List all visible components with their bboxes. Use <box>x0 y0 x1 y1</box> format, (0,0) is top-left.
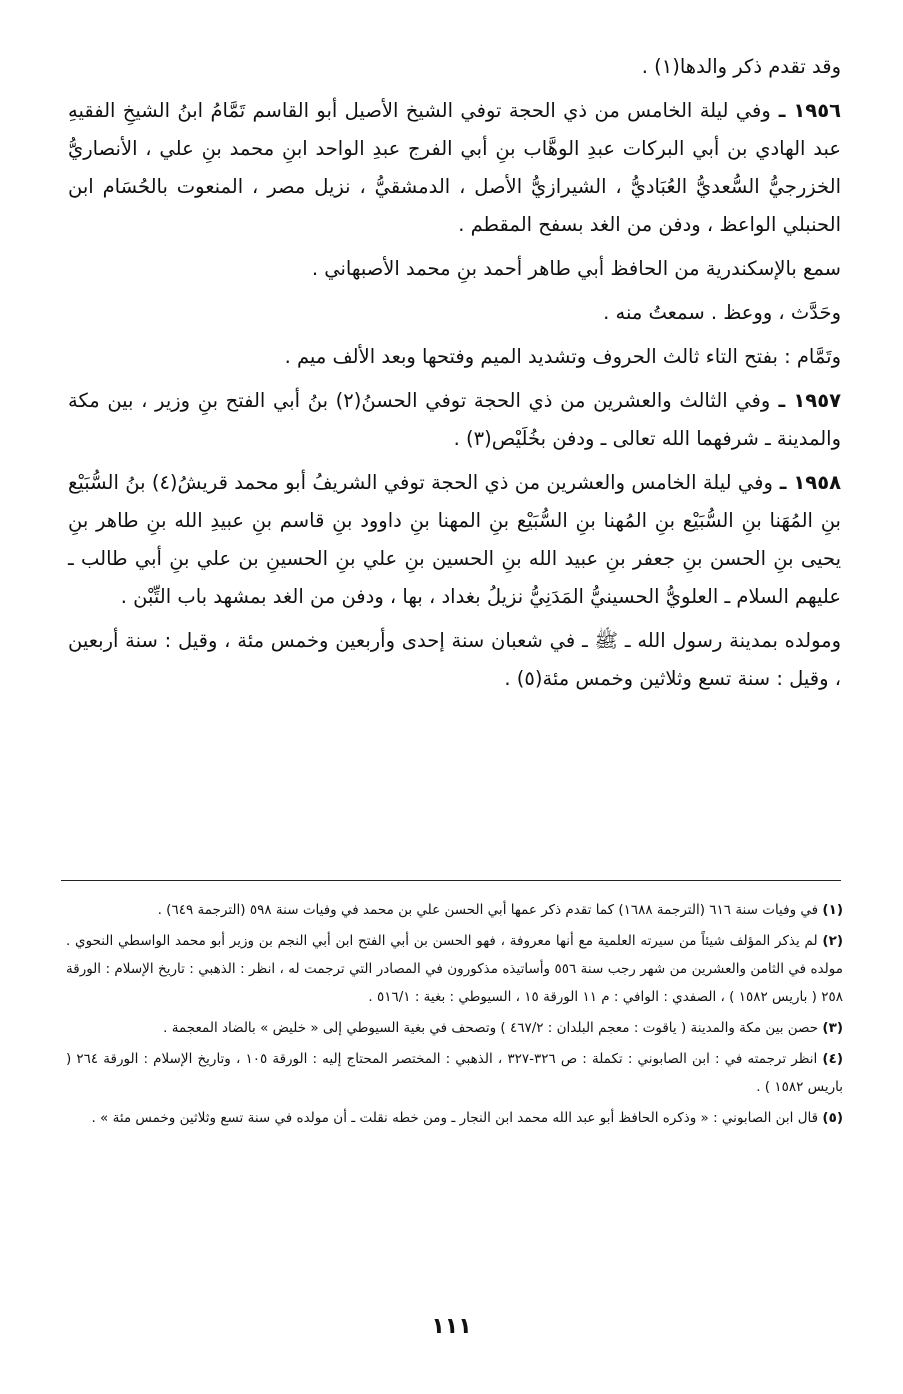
paragraph-4 <box>68 294 841 332</box>
paragraph-6 <box>68 382 841 458</box>
paragraph-text: وحَدَّث ، ووعظ . سمعتُ منه . <box>603 301 841 324</box>
footnote-text: حصن بين مكة والمدينة ( ياقوت : معجم البلدان : ٤٦٧/٢ ) وتصحف في بغية السيوطي إلى « خليض » بالضاد المعجمة . <box>163 1020 819 1036</box>
footnote-number: (٤) <box>822 1051 844 1067</box>
footnote-text: قال ابن الصابوني : « وذكره الحافظ أبو عبد الله محمد ابن النجار ـ ومن خطه نقلت ـ أن مولده في سنة تسع وثلاثين وخمس مئة » . <box>91 1110 819 1126</box>
paragraph-8 <box>68 622 841 698</box>
paragraph-text: وفي ليلة الخامس من ذي الحجة توفي الشيخ الأصيل أبو القاسم تَمَّامُ ابنُ الشيخِ الفقيهِ عبد الهادي بن أبي البركات عبدِ الوهَّاب بنِ أبي الفرج عبدِ الواحد ابنِ محمد بنِ علي ، الأنصاريُّ الخزرجيُّ السُّعديُّ العُبَاديُّ ، الشيرازيُّ الأصل ، الدمشقيُّ ، نزيل مصر ، المنعوت بالحُسَام ابن الحنبلي الواعظ ، ودفن من الغد بسفح المقطم . <box>68 99 841 236</box>
entry-number: ١٩٥٨ ـ <box>772 471 841 494</box>
footnote <box>66 896 843 924</box>
paragraph-text: وفي ليلة الخامس والعشرين من ذي الحجة توفي الشريفُ أبو محمد قريشُ(٤) بنُ السُّبَيْع بنِ المُهَنا بنِ السُّبَيْع بنِ المُهنا بنِ السُّبَيْع بنِ المهنا بنِ داوود بنِ قاسم بنِ عبيدِ الله بنِ طاهر بنِ يحيى بنِ الحسن بنِ جعفر بنِ عبيد الله بنِ الحسين بنِ علي بنِ الحسينِ بن علي بنِ أبي طالب ـ عليهم السلام ـ العلويُّ الحسينيُّ المَدَنِيُّ نزيلُ بغداد ، بها ، ودفن من الغد بمشهد باب التِّبْن . <box>68 471 841 608</box>
footnote-text: في وفيات سنة ٦١٦ (الترجمة ١٦٨٨) كما تقدم ذكر عمها أبي الحسن علي بن محمد في وفيات سنة ٥٩٨ (الترجمة ٦٤٩) . <box>157 902 819 918</box>
paragraph-text: وقد تقدم ذكر والدها(١) . <box>641 55 841 78</box>
footnote <box>66 927 843 1011</box>
paragraph-text: سمع بالإسكندرية من الحافظ أبي طاهر أحمد بنِ محمد الأصبهاني . <box>311 257 841 280</box>
paragraph-text: وتَمَّام : بفتح التاء ثالث الحروف وتشديد الميم وفتحها وبعد الألف ميم . <box>284 345 841 368</box>
paragraph-3 <box>68 250 841 288</box>
paragraph-2 <box>68 92 841 244</box>
main-text <box>68 48 841 704</box>
footnote-number: (٢) <box>822 933 843 949</box>
paragraph-5 <box>68 338 841 376</box>
page-number: ١١١ <box>431 1314 472 1339</box>
footnote-text: لم يذكر المؤلف شيئاً من سيرته العلمية مع أنها معروفة ، فهو الحسن بن أبي الفتح ابن أبي النجم بن وزير أبو محمد الواسطي النحوي . مولده في الثامن والعشرين من شهر رجب سنة ٥٥٦ وأساتيذه مذكورون في المصادر التي ترجمت له ، انظر : الذهبي : تاريخ الإسلام : الورقة ٢٥٨ ( باريس ١٥٨٢ ) ، الصفدي : الوافي : م ١١ الورقة ١٥ ، السيوطي : بغية : ٥١٦/١ . <box>66 933 843 1005</box>
footnotes <box>66 896 843 1135</box>
paragraph-7 <box>68 464 841 616</box>
footnote-number: (٣) <box>822 1020 843 1036</box>
footnote-number: (٥) <box>822 1110 843 1126</box>
entry-number: ١٩٥٧ ـ <box>770 389 841 412</box>
footnote <box>66 1045 843 1101</box>
footnote-text: انظر ترجمته في : ابن الصابوني : تكملة : ص ٣٢٦-٣٢٧ ، الذهبي : المختصر المحتاج إليه : الورقة ١٠٥ ، وتاريخ الإسلام : الورقة ٢٦٤ ( باريس ١٥٨٢ ) . <box>66 1051 843 1095</box>
footnote <box>66 1104 843 1132</box>
paragraph-text: ومولده بمدينة رسول الله ـ ﷺ ـ في شعبان سنة إحدى وأربعين وخمس مئة ، وقيل : سنة أربعين ، وقيل : سنة تسع وثلاثين وخمس مئة(٥) . <box>68 629 841 690</box>
footnote-divider <box>61 880 841 881</box>
footnote-number: (١) <box>822 902 843 918</box>
paragraph-1 <box>68 48 841 86</box>
entry-number: ١٩٥٦ ـ <box>770 99 842 122</box>
footnote <box>66 1014 843 1042</box>
paragraph-text: وفي الثالث والعشرين من ذي الحجة توفي الحسنُ(٢) بنُ أبي الفتح بنِ وزير ، بين مكة والمدينة ـ شرفهما الله تعالى ـ ودفن بخُلَيْص(٣) . <box>68 389 841 450</box>
